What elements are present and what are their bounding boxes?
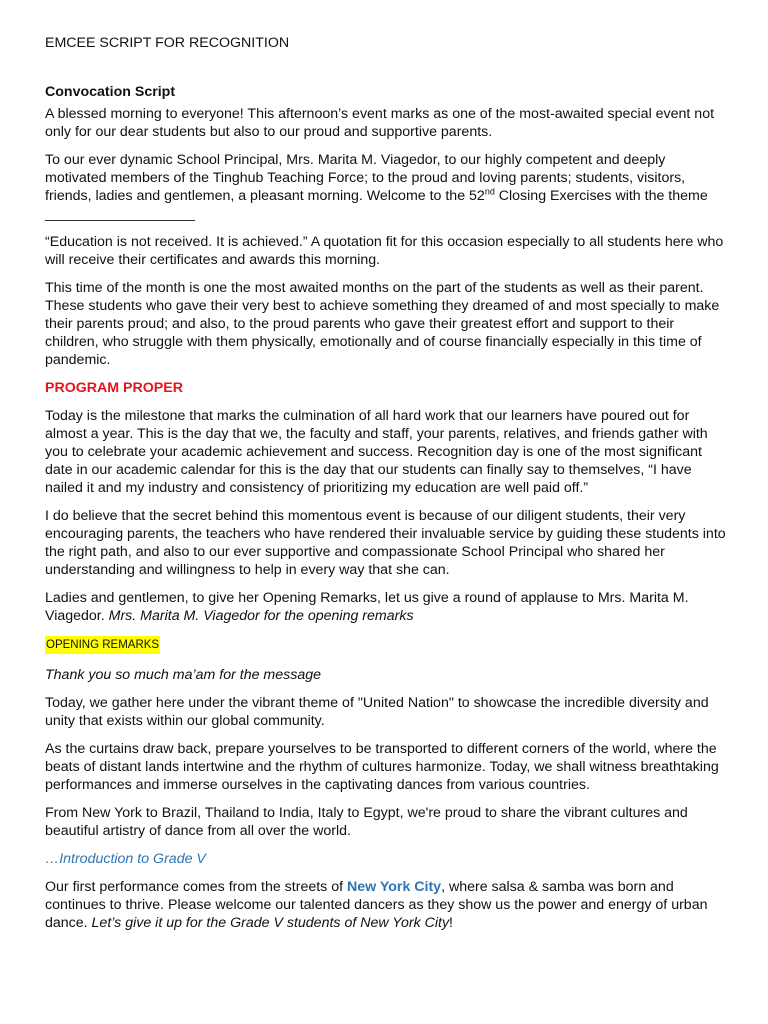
paragraph-secret: I do believe that the secret behind this momentous event is because of our diligent students, their very encouraging parents, the teachers who have rendered their invaluable service by guiding these students into the right path, and also to our ever supportive and compassionate School Principal who shared her understanding and willingness to help in every way that she can. [45,508,726,578]
performance-text: Our first performance comes from the streets of [45,879,347,895]
welcome-text: To our ever dynamic School Principal, Mrs. Marita M. Viagedor, to our highly competent and deeply motivated members of the Tinghub Teaching Force; to the proud and loving parents; students, visitors, friends, ladies and gentlemen, a pleasant morning. Welcome to the 52 [45,152,686,204]
performance-text-cont: , where salsa & samba was born and continues to thrive. Please welcome our talented dancers as they show us the power and energy of urban dance. [45,879,708,931]
performance-cheer: Let’s give it up for the Grade V students of New York City [91,915,450,931]
paragraph-thank-you: Thank you so much ma’am for the message [45,667,321,683]
introduction-grade-v: …Introduction to Grade V [45,851,206,867]
paragraph-cultures: From New York to Brazil, Thailand to India, Italy to Egypt, we're proud to share the vibrant cultures and beautiful artistry of dance from all over the world. [45,805,688,839]
opening-remarks-row [45,635,730,666]
paragraph-greeting: A blessed morning to everyone! This afternoon’s event marks as one of the most-awaited special event not only for our dear students but also to our proud and supportive parents. [45,106,715,140]
city-name: New York City [346,879,442,895]
paragraph-quotation: “Education is not received. It is achieved.” A quotation fit for this occasion especially to all students here who will receive their certificates and awards this morning. [45,234,724,268]
paragraph-milestone: Today is the milestone that marks the culmination of all hard work that our learners have poured out for almost a year. This is the day that we, the faculty and staff, your parents, relatives, and friends gather with you to celebrate your academic achievement and success. Recognition day is one of the most significant date in our academic calendar for this is the day that our students can finally say to themselves, “I have nailed it and my industry and consistency of prioritizing my education are well paid off.” [45,408,708,496]
paragraph-curtains: As the curtains draw back, prepare yourselves to be transported to different corners of the world, where the beats of distant lands intertwine and the rhythm of cultures harmonize. Today, we shall witness breathtaking performances and immerse ourselves in the captivating dances from various countries. [45,741,719,793]
section-heading: Convocation Script [45,84,176,100]
paragraph-opening-intro [45,589,730,625]
welcome-text-cont: Closing Exercises with the theme ___________________ [45,188,708,222]
paragraph-theme: Today, we gather here under the vibrant theme of "United Nation" to showcase the incredible diversity and unity that exists within our global community. [45,695,709,729]
paragraph-month: This time of the month is one the most awaited months on the part of the students as well as their parent. These students who gave their very best to achieve something they dreamed of and most specially to make their parents proud; and also, to the proud parents who gave their greatest effort and support to their children, who struggle with them physically, emotionally and of course financially especially in this time of pandemic. [45,280,720,368]
performance-end: ! [449,915,453,931]
document-title: EMCEE SCRIPT FOR RECOGNITION [45,35,290,51]
paragraph-first-performance [45,878,730,932]
program-proper-heading: PROGRAM PROPER [45,380,183,396]
opening-intro-italic: Mrs. Marita M. Viagedor for the opening remarks [108,608,414,624]
opening-remarks-label: OPENING REMARKS [45,636,160,654]
ordinal-superscript: nd [484,186,495,197]
paragraph-welcome [45,151,730,223]
opening-intro-text: Ladies and gentlemen, to give her Opening Remarks, let us give a round of applause to Mrs. Marita M. Viagedor. [45,590,689,624]
